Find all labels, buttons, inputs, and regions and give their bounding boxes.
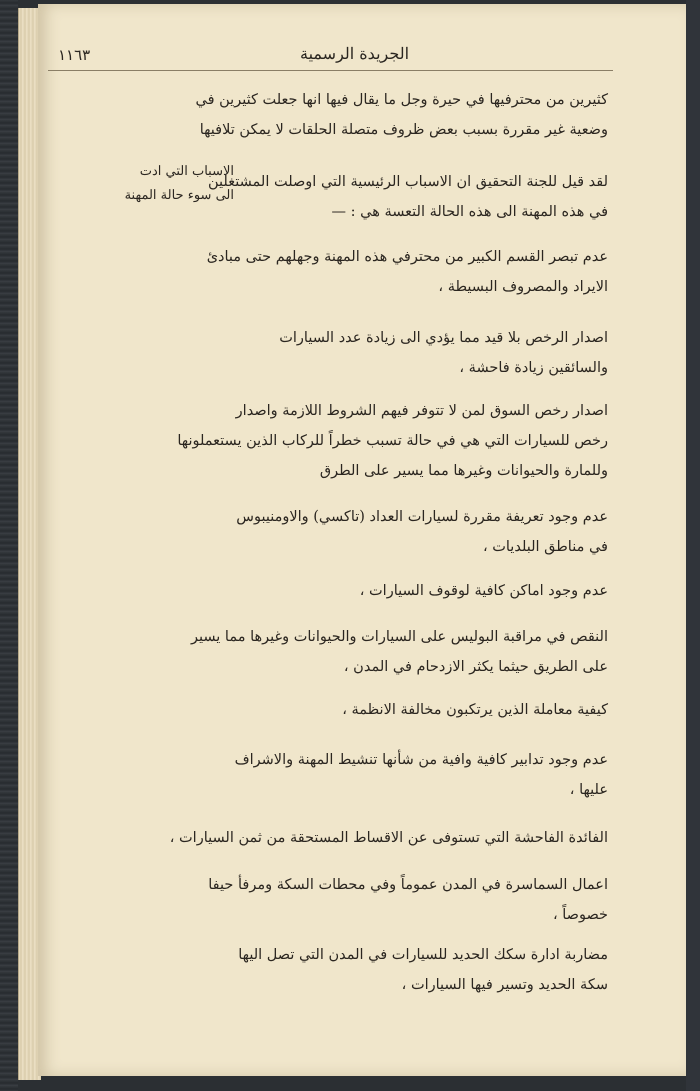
- text-line: على الطريق حيثما يكثر الازدحام في المدن ،: [343, 659, 608, 675]
- text-line: سكة الحديد وتسير فيها السيارات ،: [401, 977, 608, 993]
- text-line: عليها ،: [569, 782, 608, 798]
- page-number: ١١٦٣: [58, 46, 91, 64]
- journal-title: الجريدة الرسمية: [300, 44, 410, 63]
- margin-note-line: الاسباب التي ادت: [139, 164, 234, 179]
- text-line: كثيرين من محترفيها في حيرة وجل ما يقال فيها انها جعلت كثيرين في: [195, 92, 608, 108]
- paragraph-causes-intro: [208, 167, 608, 227]
- text-line: الفائدة الفاحشة التي تستوفى عن الاقساط المستحقة من ثمن السيارات ،: [169, 830, 608, 846]
- text-line: لقد قيل للجنة التحقيق ان الاسباب الرئيسية التي اوصلت المشتغلين: [208, 174, 608, 190]
- paragraph-cause: [208, 870, 608, 930]
- text-line: في مناطق البلديات ،: [482, 539, 608, 555]
- text-line: رخص للسيارات التي هي في حالة تسبب خطراً للركاب الذين يستعملونها: [177, 433, 608, 449]
- book-binding: [0, 0, 18, 1091]
- text-line: وضعية غير مقررة بسبب بعض ظروف متصلة الحلقات لا يمكن تلافيها: [199, 122, 608, 138]
- text-line: في هذه المهنة الى هذه الحالة التعسة هي : —: [331, 204, 608, 220]
- text-line: كيفية معاملة الذين يرتكبون مخالفة الانظمة ،: [342, 702, 608, 718]
- text-line: عدم تبصر القسم الكبير من محترفي هذه المهنة وجهلهم حتى مبادئ: [206, 249, 608, 265]
- paragraph-cause: [223, 940, 608, 1000]
- background-edge: [686, 0, 700, 1091]
- paragraph-cause: [169, 823, 608, 853]
- paragraph-cause: [177, 396, 608, 486]
- paragraph-cause: [206, 242, 608, 302]
- text-line: اصدار الرخص بلا قيد مما يؤدي الى زيادة عدد السيارات: [279, 330, 608, 346]
- text-line: وللمارة والحيوانات وغيرها مما يسير على الطرق: [319, 463, 608, 479]
- text-line: والسائقين زيادة فاحشة ،: [459, 360, 608, 376]
- text-line: اصدار رخص السوق لمن لا تتوفر فيهم الشروط اللازمة واصدار: [235, 403, 608, 419]
- margin-note-line: الى سوء حالة المهنة: [124, 188, 234, 203]
- text-line: مضاربة ادارة سكك الحديد للسيارات في المدن التي تصل اليها: [238, 947, 608, 963]
- paragraph-cause: [223, 576, 608, 606]
- text-line: عدم وجود تعريفة مقررة لسيارات العداد (تاكسي) والاومنيبوس: [236, 509, 608, 525]
- text-line: عدم وجود اماكن كافية لوقوف السيارات ،: [359, 583, 608, 599]
- paragraph-intro: [195, 85, 608, 145]
- paragraph-cause: [223, 695, 608, 725]
- paragraph-cause: [223, 323, 608, 383]
- text-line: النقص في مراقبة البوليس على السيارات والحيوانات وغيرها مما يسير: [190, 629, 608, 645]
- text-line: الايراد والمصروف البسيطة ،: [438, 279, 608, 295]
- text-line: خصوصاً ،: [552, 907, 608, 923]
- text-line: عدم وجود تدابير كافية وافية من شأنها تنشيط المهنة والاشراف: [234, 752, 608, 768]
- paragraph-cause: [223, 745, 608, 805]
- paragraph-cause: [190, 622, 608, 682]
- text-line: اعمال السماسرة في المدن عموماً وفي محطات السكة ومرفأ حيفا: [208, 877, 608, 893]
- paragraph-cause: [223, 502, 608, 562]
